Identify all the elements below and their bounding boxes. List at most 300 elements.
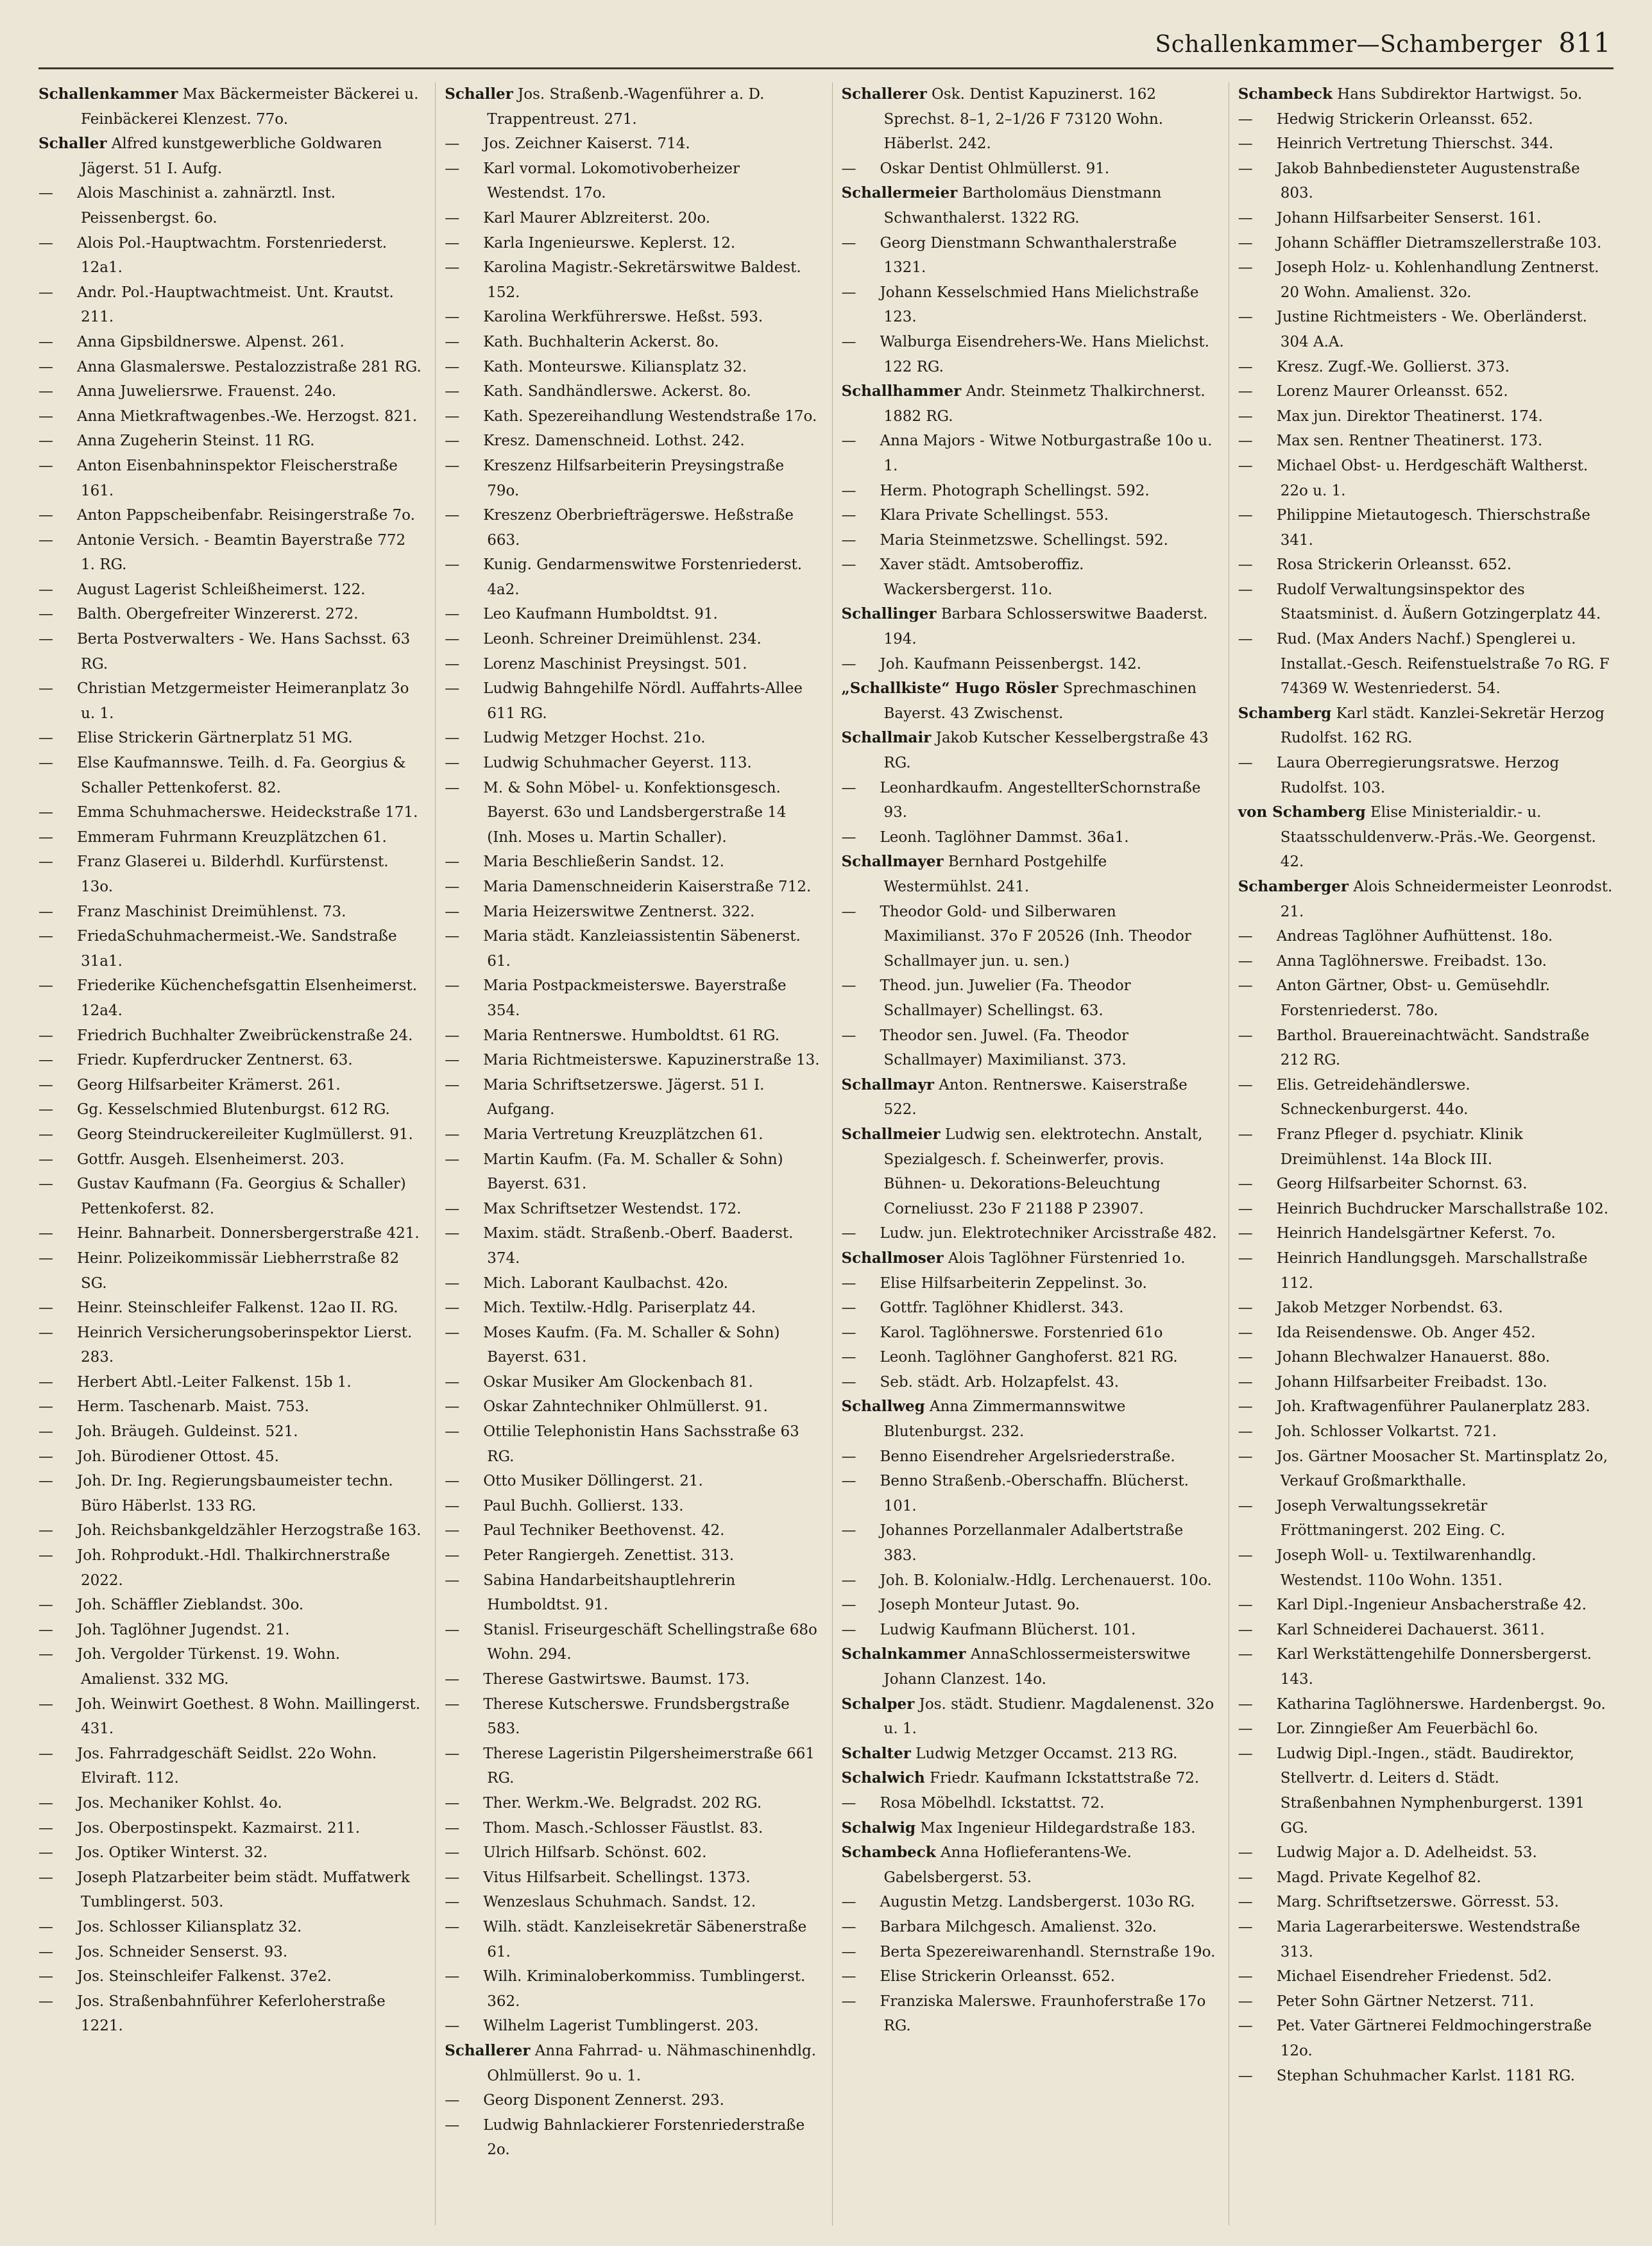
repeat-dash: — xyxy=(841,1299,856,1317)
repeat-dash: — xyxy=(841,1027,856,1044)
repeat-dash: — xyxy=(445,631,460,648)
entry-text: Elise Strickerin Gärtnerplatz 51 MG. xyxy=(77,730,353,747)
directory-entry xyxy=(842,157,1217,182)
repeat-dash: — xyxy=(445,433,460,450)
repeat-dash: — xyxy=(841,1473,856,1490)
repeat-dash: — xyxy=(445,333,460,350)
directory-entry xyxy=(38,751,423,800)
entry-text: Anton Pappscheibenfabr. Reisingerstraße 7o. xyxy=(77,507,415,524)
entry-text: Therese Lageristin Pilgersheimerstraße 661 RG. xyxy=(483,1745,815,1787)
entry-text: Karl städt. Kanzlei-Sekretär Herzog Rudolfst. 162 RG. xyxy=(1280,705,1605,747)
repeat-dash: — xyxy=(1238,1027,1253,1044)
entry-surname: von Schamberg xyxy=(1238,803,1366,821)
directory-entry xyxy=(445,1518,820,1543)
entry-text: Max sen. Rentner Theatinerst. 173. xyxy=(1276,433,1543,450)
entry-text: Heinr. Polizeikommissär Liebherrstraße 82 SG. xyxy=(77,1249,400,1292)
entry-text: Theodor sen. Juwel. (Fa. Theodor Schallmayer) Maximilianst. 373. xyxy=(880,1027,1129,1069)
directory-entry xyxy=(38,1865,423,1915)
repeat-dash: — xyxy=(38,185,53,202)
directory-entry xyxy=(445,1394,820,1419)
repeat-dash: — xyxy=(38,1819,53,1837)
directory-entry xyxy=(1238,2014,1614,2063)
entry-text: Jakob Kutscher Kesselbergstraße 43 RG. xyxy=(883,730,1209,772)
repeat-dash: — xyxy=(38,1473,53,1490)
directory-entry xyxy=(1238,1717,1614,1742)
entry-text: Antonie Versich. - Beamtin Bayerstraße 772 1. RG. xyxy=(77,531,406,574)
repeat-dash: — xyxy=(38,1918,53,1935)
entry-text: Jos. städt. Studienr. Magdalenenst. 32o u. 1. xyxy=(883,1695,1214,1738)
directory-entry xyxy=(1238,454,1614,503)
entry-text: Heinr. Bahnarbeit. Donnersbergerstraße 421. xyxy=(77,1225,420,1242)
entry-text: Alois Schneidermeister Leonrodst. 21. xyxy=(1280,879,1613,920)
repeat-dash: — xyxy=(1238,755,1253,772)
entry-text: Maria Steinmetzswe. Schellingst. 592. xyxy=(880,531,1168,549)
repeat-dash: — xyxy=(841,1522,856,1539)
directory-entry xyxy=(445,2088,820,2113)
repeat-dash: — xyxy=(1238,1745,1253,1762)
entry-text: Oskar Zahntechniker Ohlmüllerst. 91. xyxy=(483,1398,768,1416)
entry-text: Friederike Küchenchefsgattin Elsenheimerst. 12a4. xyxy=(77,977,418,1019)
repeat-dash: — xyxy=(38,928,53,945)
repeat-dash: — xyxy=(1238,2067,1253,2084)
repeat-dash: — xyxy=(445,1522,460,1539)
directory-entry xyxy=(38,404,423,429)
entry-text: Andr. Pol.-Hauptwachtmeist. Unt. Krautst. 211. xyxy=(77,284,394,326)
directory-entry xyxy=(445,1024,820,1049)
directory-entry xyxy=(1238,157,1614,206)
entry-surname: Schalwich xyxy=(841,1769,925,1787)
entry-text: M. & Sohn Möbel- u. Konfektionsgesch. Bayerst. 63o und Landsbergerstraße 14 (Inh. Moses u. Martin Schaller). xyxy=(483,779,787,846)
entry-text: Katharina Taglöhnerswe. Hardenbergst. 9o. xyxy=(1276,1695,1606,1713)
entry-text: Peter Sohn Gärtner Netzerst. 711. xyxy=(1276,1993,1535,2010)
entry-text: Barbara Milchgesch. Amalienst. 32o. xyxy=(880,1918,1157,1935)
repeat-dash: — xyxy=(841,977,856,995)
repeat-dash: — xyxy=(445,1869,460,1886)
directory-entry xyxy=(1238,379,1614,404)
repeat-dash: — xyxy=(1238,1324,1253,1341)
directory-entry xyxy=(1238,1419,1614,1444)
entry-text: Leo Kaufmann Humboldtst. 91. xyxy=(483,606,718,623)
entry-text: Anna Zimmermannswitwe Blutenburgst. 232. xyxy=(883,1398,1126,1441)
directory-entry xyxy=(445,1197,820,1222)
repeat-dash: — xyxy=(841,333,856,350)
directory-entry xyxy=(1238,1964,1614,1989)
entry-text: Ludw. jun. Elektrotechniker Arcisstraße 482. xyxy=(880,1225,1217,1242)
repeat-dash: — xyxy=(1238,457,1253,474)
repeat-dash: — xyxy=(841,903,856,920)
repeat-dash: — xyxy=(38,1869,53,1886)
entry-text: Ida Reisendenswe. Ob. Anger 452. xyxy=(1276,1324,1536,1341)
repeat-dash: — xyxy=(445,1052,460,1069)
entry-surname: Schalper xyxy=(841,1695,915,1713)
directory-entry xyxy=(445,231,820,256)
directory-entry xyxy=(445,726,820,751)
entry-text: Moses Kaufm. (Fa. M. Schaller & Sohn) Bayerst. 631. xyxy=(483,1324,780,1366)
entry-text: Jos. Fahrradgeschäft Seidlst. 22o Wohn. Elviraft. 112. xyxy=(77,1745,377,1787)
entry-text: Anton Gärtner, Obst- u. Gemüsehdlr. Forstenriederst. 78o. xyxy=(1276,977,1551,1019)
entry-text: Jakob Bahnbediensteter Augustenstraße 803. xyxy=(1276,160,1580,202)
directory-entry xyxy=(38,1964,423,1989)
column-2 xyxy=(435,82,820,2225)
repeat-dash: — xyxy=(1238,1126,1253,1143)
column-1 xyxy=(38,82,423,2225)
repeat-dash: — xyxy=(1238,1918,1253,1935)
entry-surname: Schallmayer xyxy=(841,853,944,871)
directory-entry xyxy=(445,1618,820,1667)
entry-text: Ulrich Hilfsarb. Schönst. 602. xyxy=(483,1844,707,1862)
directory-entry xyxy=(842,1964,1217,1989)
directory-entry xyxy=(38,1791,423,1816)
directory-entry xyxy=(38,602,423,627)
entry-text: Hans Subdirektor Hartwigst. 5o. xyxy=(1337,86,1583,103)
entry-surname: Schallmair xyxy=(841,729,932,747)
entry-text: Ludwig Metzger Occamst. 213 RG. xyxy=(915,1745,1178,1762)
directory-entry xyxy=(842,1073,1217,1122)
directory-entry xyxy=(445,1964,820,2014)
entry-text: Kunig. Gendarmenswitwe Forstenriederst. 4a2. xyxy=(483,556,803,598)
directory-entry xyxy=(38,1370,423,1395)
entry-text: Andr. Steinmetz Thalkirchnerst. 1882 RG. xyxy=(883,383,1205,425)
directory-entry xyxy=(842,1568,1217,1593)
entry-surname: Schambeck xyxy=(841,1844,936,1862)
directory-entry xyxy=(38,429,423,454)
repeat-dash: — xyxy=(1238,1844,1253,1862)
directory-entry xyxy=(842,528,1217,553)
directory-entry xyxy=(842,1766,1217,1791)
repeat-dash: — xyxy=(445,1794,460,1812)
directory-entry xyxy=(38,1444,423,1470)
entry-text: Joseph Platzarbeiter beim städt. Muffatwerk Tumblingerst. 503. xyxy=(77,1869,410,1911)
directory-entry xyxy=(842,850,1217,899)
entry-text: Kreszenz Hilfsarbeiterin Preysingstraße 79o. xyxy=(483,457,785,499)
directory-entry xyxy=(842,1742,1217,1767)
entry-text: Jos. Schlosser Kiliansplatz 32. xyxy=(77,1918,302,1935)
repeat-dash: — xyxy=(38,680,53,698)
directory-entry xyxy=(842,1221,1217,1246)
directory-entry xyxy=(1238,2064,1614,2089)
entry-text: Maria städt. Kanzleiassistentin Säbenerst. 61. xyxy=(483,928,801,970)
entry-text: Heinrich Handelsgärtner Keferst. 7o. xyxy=(1276,1225,1556,1242)
directory-entry xyxy=(1238,107,1614,132)
repeat-dash: — xyxy=(841,655,856,673)
directory-entry xyxy=(38,280,423,330)
repeat-dash: — xyxy=(38,1646,53,1663)
directory-entry xyxy=(1238,1122,1614,1172)
repeat-dash: — xyxy=(445,1621,460,1638)
entry-text: Anton. Rentnerswe. Kaiserstraße 522. xyxy=(883,1076,1188,1119)
directory-entry xyxy=(842,231,1217,280)
entry-text: Heinrich Vertretung Thierschst. 344. xyxy=(1276,135,1554,153)
entry-text: Anton Eisenbahninspektor Fleischerstraße 161. xyxy=(77,457,398,499)
directory-entry xyxy=(38,1816,423,1841)
directory-entry xyxy=(445,1742,820,1791)
entry-text: Kreszenz Oberbriefträgerswe. Heßstraße 663. xyxy=(483,507,794,549)
entry-text: Karl Maurer Ablzreiterst. 20o. xyxy=(483,209,711,227)
directory-entry xyxy=(445,875,820,900)
directory-entry xyxy=(842,379,1217,429)
repeat-dash: — xyxy=(445,903,460,920)
directory-entry xyxy=(445,2039,820,2088)
directory-entry xyxy=(842,676,1217,726)
directory-entry xyxy=(842,1692,1217,1742)
entry-text: Vitus Hilfsarbeit. Schellingst. 1373. xyxy=(483,1869,751,1886)
entry-text: Kath. Monteurswe. Kiliansplatz 32. xyxy=(483,358,747,375)
repeat-dash: — xyxy=(1238,1076,1253,1093)
entry-text: Peter Rangiergeh. Zenettist. 313. xyxy=(483,1547,735,1564)
directory-entry xyxy=(38,454,423,503)
repeat-dash: — xyxy=(841,828,856,846)
header-title: Schallenkammer—Schamberger xyxy=(1155,31,1542,58)
directory-entry xyxy=(445,1791,820,1816)
entry-text: Berta Postverwalters - We. Hans Sachsst. 63 RG. xyxy=(77,631,411,673)
directory-entry xyxy=(38,924,423,973)
directory-entry xyxy=(445,1692,820,1742)
entry-text: Bartholomäus Dienstmann Schwanthalerst. 1322 RG. xyxy=(883,185,1162,227)
directory-entry xyxy=(38,676,423,726)
entry-text: Ludwig Bahnlackierer Forstenriederstraße 2o. xyxy=(483,2116,805,2159)
entry-text: Georg Dienstmann Schwanthalerstraße 1321. xyxy=(880,234,1177,277)
repeat-dash: — xyxy=(1238,234,1253,252)
directory-entry xyxy=(38,1593,423,1618)
directory-entry xyxy=(38,1221,423,1246)
directory-entry xyxy=(445,255,820,305)
running-header xyxy=(1155,27,1611,58)
repeat-dash: — xyxy=(38,730,53,747)
entry-text: Kath. Sandhändlerswe. Ackerst. 8o. xyxy=(483,383,751,400)
directory-entry xyxy=(1238,949,1614,974)
entry-text: Paul Buchh. Gollierst. 133. xyxy=(483,1497,684,1514)
repeat-dash: — xyxy=(1238,1398,1253,1416)
directory-entry xyxy=(1238,1865,1614,1890)
entry-text: Seb. städt. Arb. Holzapfelst. 43. xyxy=(880,1373,1120,1391)
directory-entry xyxy=(445,924,820,973)
entry-text: Max Schriftsetzer Westendst. 172. xyxy=(483,1200,742,1217)
directory-entry xyxy=(445,132,820,157)
directory-entry xyxy=(842,1296,1217,1321)
entry-text: Karl vormal. Lokomotivoberheizer Westendst. 17o. xyxy=(483,160,740,202)
repeat-dash: — xyxy=(1238,1547,1253,1564)
entry-text: Herm. Taschenarb. Maist. 753. xyxy=(77,1398,309,1416)
repeat-dash: — xyxy=(841,1918,856,1935)
entry-surname: Schambeck xyxy=(1238,85,1333,103)
repeat-dash: — xyxy=(38,1968,53,1985)
directory-entry xyxy=(1238,800,1614,875)
directory-entry xyxy=(38,726,423,751)
directory-entry xyxy=(445,157,820,206)
repeat-dash: — xyxy=(445,606,460,623)
directory-entry xyxy=(1238,973,1614,1023)
repeat-dash: — xyxy=(445,1968,460,1985)
directory-entry xyxy=(842,1024,1217,1073)
repeat-dash: — xyxy=(841,1373,856,1391)
directory-entry xyxy=(38,1518,423,1543)
directory-entry xyxy=(842,1122,1217,1221)
entry-text: FriedaSchuhmachermeist.-We. Sandstraße 31a1. xyxy=(77,928,397,970)
directory-entry xyxy=(38,800,423,825)
directory-entry xyxy=(38,1321,423,1370)
directory-entry xyxy=(1238,1024,1614,1073)
repeat-dash: — xyxy=(38,407,53,425)
directory-entry xyxy=(445,330,820,355)
entry-text: Karl Schneiderei Dachauerst. 3611. xyxy=(1276,1621,1545,1638)
entry-text: Michael Obst- u. Herdgeschäft Waltherst. 22o u. 1. xyxy=(1276,457,1588,499)
entry-text: Christian Metzgermeister Heimeranplatz 3o u. 1. xyxy=(77,680,409,722)
entry-text: Alois Taglöhner Fürstenried 1o. xyxy=(948,1249,1186,1267)
entry-text: Max Ingenieur Hildegardstraße 183. xyxy=(920,1819,1196,1837)
entry-text: Joh. Taglöhner Jugendst. 21. xyxy=(77,1621,290,1638)
entry-surname: Schallinger xyxy=(841,605,937,623)
entry-text: Oskar Musiker Am Glockenbach 81. xyxy=(483,1373,753,1391)
entry-text: Georg Hilfsarbeiter Krämerst. 261. xyxy=(77,1076,341,1093)
entry-text: Lorenz Maurer Orleansst. 652. xyxy=(1276,383,1508,400)
repeat-dash: — xyxy=(841,531,856,549)
repeat-dash: — xyxy=(445,1497,460,1514)
entry-text: Ludwig Bahngehilfe Nördl. Auffahrts-Allee 611 RG. xyxy=(483,680,803,722)
entry-text: Augustin Metzg. Landsbergerst. 103o RG. xyxy=(880,1894,1195,1911)
repeat-dash: — xyxy=(445,1894,460,1911)
directory-entry xyxy=(1238,305,1614,354)
entry-text: Stephan Schuhmacher Karlst. 1181 RG. xyxy=(1276,2067,1575,2084)
directory-entry xyxy=(38,330,423,355)
entry-text: AnnaSchlossermeisterswitwe Johann Clanzest. 14o. xyxy=(883,1646,1191,1688)
entry-text: Alfred kunstgewerbliche Goldwaren Jägerst. 51 I. Aufg. xyxy=(81,135,382,177)
entry-surname: Schallermeier xyxy=(841,184,958,202)
directory-entry xyxy=(445,973,820,1023)
repeat-dash: — xyxy=(38,804,53,821)
repeat-dash: — xyxy=(1238,1200,1253,1217)
entry-text: Ludwig Schuhmacher Geyerst. 113. xyxy=(483,755,752,772)
directory-entry xyxy=(842,330,1217,379)
repeat-dash: — xyxy=(841,1597,856,1614)
directory-entry xyxy=(445,1667,820,1692)
repeat-dash: — xyxy=(1238,1423,1253,1441)
repeat-dash: — xyxy=(38,903,53,920)
entry-text: Elise Ministerialdir.- u. Staatsschuldenverw.-Präs.-We. Georgenst. 42. xyxy=(1280,804,1596,871)
repeat-dash: — xyxy=(445,1547,460,1564)
entry-text: Herm. Photograph Schellingst. 592. xyxy=(880,482,1150,499)
entry-text: Heinrich Buchdrucker Marschallstraße 102. xyxy=(1276,1200,1609,1217)
entry-text: Hedwig Strickerin Orleansst. 652. xyxy=(1276,110,1533,128)
entry-text: Jos. Steinschleifer Falkenst. 37e2. xyxy=(77,1968,332,1985)
repeat-dash: — xyxy=(445,1225,460,1242)
repeat-dash: — xyxy=(38,1101,53,1119)
directory-entry xyxy=(1238,503,1614,553)
directory-entry xyxy=(445,1419,820,1469)
directory-entry xyxy=(445,676,820,726)
entry-text: Maria Schriftsetzerswe. Jägerst. 51 I. Aufgang. xyxy=(483,1076,765,1119)
directory-entry xyxy=(1238,429,1614,454)
entry-text: Anna Glasmalerswe. Pestalozzistraße 281 RG. xyxy=(77,358,422,375)
directory-entry xyxy=(842,503,1217,528)
entry-text: Friedr. Kaufmann Ickstattstraße 72. xyxy=(930,1770,1200,1787)
repeat-dash: — xyxy=(445,730,460,747)
entry-surname: „Schallkiste“ Hugo Rösler xyxy=(841,680,1059,698)
repeat-dash: — xyxy=(841,1448,856,1465)
repeat-dash: — xyxy=(1238,1597,1253,1614)
directory-entry xyxy=(445,2014,820,2039)
repeat-dash: — xyxy=(1238,556,1253,574)
directory-entry xyxy=(38,355,423,380)
repeat-dash: — xyxy=(1238,1225,1253,1242)
entry-text: Jos. Oberpostinspekt. Kazmairst. 211. xyxy=(77,1819,361,1837)
repeat-dash: — xyxy=(38,1076,53,1093)
directory-entry xyxy=(38,1618,423,1643)
directory-entry xyxy=(445,1048,820,1073)
entry-text: Johann Blechwalzer Hanauerst. 88o. xyxy=(1276,1349,1551,1366)
entry-text: Joh. Bürodiener Ottost. 45. xyxy=(77,1448,279,1465)
repeat-dash: — xyxy=(1238,1621,1253,1638)
directory-entry xyxy=(38,1915,423,1940)
entry-text: Rudolf Verwaltungsinspektor des Staatsminist. d. Äußern Gotzingerplatz 44. xyxy=(1276,581,1601,623)
repeat-dash: — xyxy=(445,1299,460,1317)
repeat-dash: — xyxy=(445,234,460,252)
entry-surname: Schallhammer xyxy=(841,382,962,400)
entry-text: Franz Pfleger d. psychiatr. Klinik Dreimühlenst. 14a Block III. xyxy=(1276,1126,1523,1168)
entry-text: Georg Hilfsarbeiter Schornst. 63. xyxy=(1276,1176,1528,1193)
directory-entry xyxy=(445,1221,820,1271)
repeat-dash: — xyxy=(38,1448,53,1465)
entry-text: Maria Damenschneiderin Kaiserstraße 712. xyxy=(483,879,812,895)
repeat-dash: — xyxy=(841,1572,856,1589)
directory-entry xyxy=(38,1692,423,1742)
directory-entry xyxy=(1238,1618,1614,1643)
directory-entry xyxy=(1238,355,1614,380)
directory-entry xyxy=(1238,82,1614,107)
repeat-dash: — xyxy=(38,1225,53,1242)
repeat-dash: — xyxy=(38,383,53,400)
repeat-dash: — xyxy=(841,779,856,796)
repeat-dash: — xyxy=(38,1423,53,1441)
entry-text: Maria Lagerarbeiterswe. Westendstraße 313. xyxy=(1276,1918,1580,1960)
entry-text: Marg. Schriftsetzerswe. Görresst. 53. xyxy=(1276,1894,1559,1911)
repeat-dash: — xyxy=(445,1126,460,1143)
directory-entry xyxy=(445,553,820,602)
directory-entry xyxy=(842,1469,1217,1518)
repeat-dash: — xyxy=(38,1299,53,1317)
entry-text: Walburga Eisendrehers-We. Hans Mielichst. 122 RG. xyxy=(880,333,1209,375)
entry-surname: Schalter xyxy=(841,1744,911,1762)
repeat-dash: — xyxy=(841,1894,856,1911)
repeat-dash: — xyxy=(445,1844,460,1862)
repeat-dash: — xyxy=(1238,1373,1253,1391)
repeat-dash: — xyxy=(445,853,460,871)
repeat-dash: — xyxy=(841,1225,856,1242)
directory-entry xyxy=(38,1419,423,1444)
repeat-dash: — xyxy=(841,1349,856,1366)
repeat-dash: — xyxy=(445,1473,460,1490)
entry-text: Maria Vertretung Kreuzplätzchen 61. xyxy=(483,1126,763,1143)
page-number: 811 xyxy=(1558,27,1611,58)
entry-text: Emmeram Fuhrmann Kreuzplätzchen 61. xyxy=(77,828,387,846)
column-4 xyxy=(1229,82,1614,2225)
repeat-dash: — xyxy=(841,556,856,574)
repeat-dash: — xyxy=(445,1076,460,1093)
entry-text: Gottfr. Ausgeh. Elsenheimerst. 203. xyxy=(77,1151,345,1168)
directory-entry xyxy=(1238,924,1614,949)
directory-entry xyxy=(445,503,820,553)
entry-text: Paul Techniker Beethovenst. 42. xyxy=(483,1522,725,1539)
directory-entry xyxy=(445,652,820,677)
entry-surname: Schallmayr xyxy=(841,1076,934,1093)
directory-entry xyxy=(1238,1394,1614,1419)
entry-text: Karolina Werkführerswe. Heßst. 593. xyxy=(483,309,763,326)
entry-surname: Schallmoser xyxy=(841,1249,944,1267)
directory-entry xyxy=(445,1296,820,1321)
directory-entry xyxy=(445,82,820,132)
entry-text: Thom. Masch.-Schlosser Fäustlst. 83. xyxy=(483,1819,763,1837)
entry-text: Martin Kaufm. (Fa. M. Schaller & Sohn) Bayerst. 631. xyxy=(483,1151,783,1193)
entry-text: Georg Steindruckereileiter Kuglmüllerst. 91. xyxy=(77,1126,413,1143)
